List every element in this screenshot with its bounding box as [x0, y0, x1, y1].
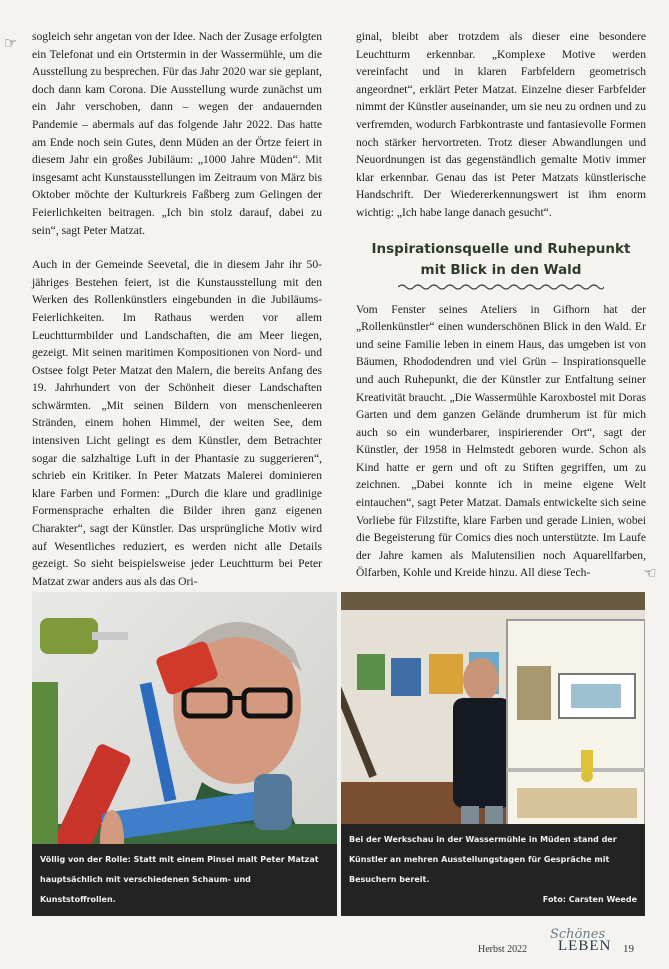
left-column: [32, 28, 322, 607]
caption-text-right: Bei der Werkschau in der Wassermühle in Müden stand der Künstler an mehren Ausstellungstagen für Gespräche mit Besuchern bereit.: [349, 835, 617, 884]
left-paragraph-2: Auch in der Gemeinde Seevetal, die in diesem Jahr ihr 50-jähriges Bestehen feiert, ist die Kunstausstellung mit den Werken des Rollenkünstlers eingebunden in die Jubiläums-Feierlichkeiten. Im Rathaus werden vor allem Leuchtturmbilder und Landschaften, die am Meer liegen, gezeigt. Mit seinen maritimen Kompositionen von Nord- und Ostsee folgt Peter Matzat den Malern, die bereits Anfang des 19. Jahrhundert von der Schönheit dieser Landschaften schwärmten. „Mit seinen Bildern von menschenleeren Stränden, einem hohen Himmel, der weiten See, dem intensiven Licht gelingt es dem Künstler, dem Betrachter sogar die salzhaltige Luft in der Phantasie zu suggerieren“, schrieb ein Kritiker. In Peter Matzats Malerei dominieren klare Farben und Formen: „Durch die klare und gradlinige Formensprache erhalten die Bilder ihren ganz eigenen Charakter“, sagt der Künstler. Das ursprüngliche Motiv wird auf Wesentliches reduziert, es werden nicht alle Details gezeigt. So sieht beispielsweise jeder Leuchtturm bei Peter Matzat zwar anders aus als das Ori-: [32, 258, 322, 588]
left-paragraph-1: sogleich sehr angetan von der Idee. Nach der Zusage erfolgten ein Telefonat und ein Ortstermin in der Wassermühle, um die Ausstellung zu besprechen. Für das Jahr 2020 war sie geplant, doch dann kam Corona. Die Ausstellung wurde zunächst um ein Jahr verschoben, dann – wegen der andauernden Pandemie – abermals auf das folgende Jahr 2022. Das hatte am Ende noch sein Gutes, denn Müden an der Örtze feiert in diesem Jahr ein großes Jubiläum: „1000 Jahre Müden“. Mit insgesamt acht Kunstausstellungen im Zeitraum von März bis Oktober möchte der Kulturkreis Faßberg zum Gelingen der Feierlichkeiten beitragen. „Ich bin stolz darauf, dabei zu sein“, sagt Peter Matzat.: [32, 30, 322, 237]
photo-caption-right: [341, 824, 645, 916]
pointing-hand-icon: ☞: [643, 564, 657, 582]
section-heading-line-2: mit Blick in den Wald: [420, 261, 582, 278]
magazine-logo: [550, 927, 620, 957]
magazine-logo-top: Schönes: [550, 927, 606, 942]
photo-exhibition-room: [341, 592, 645, 916]
caption-text-left: Völlig von der Rolle: Statt mit einem Pinsel malt Peter Matzat hauptsächlich mit verschiedenen Schaum- und Kunststoffrollen.: [40, 855, 319, 904]
section-heading: [356, 239, 646, 281]
right-paragraph-2: Vom Fenster seines Ateliers in Gifhorn hat der „Rollenkünstler“ einen wunderschönen Blick in den Wald. Er und seine Familie leben in einem Haus, das umgeben ist von Bäumen, Rhododendren und viel Grün – Inspirationsquelle und auch Ruhepunkt, die der Künstler zur Entfaltung seiner Kreativität braucht. „Die Wassermühle Karoxbostel mit Doras Garten und dem ganzen Gelände drumherum ist für mich auch so ein wunderbarer, inspirierender Ort“, sagt der Künstler, der 1958 in Helmstedt geboren wurde. Schon als Kind hatte er gern und oft zu Stiften gegriffen, um zu zeichnen. „Dabei konnte ich in meine eigene Welt eintauchen“, sagt Peter Matzat. Damals entwickelte sich seine Vorliebe für Filzstifte, klare Farben und gerade Linien, wobei die Begeisterung für Comics dies noch unterstützte. Im Laufe der Jahre kamen als Malutensilien noch Aquarellfarben, Ölfarben, Kohle und Kreide hinzu. All diese Tech-: [356, 302, 646, 580]
wavy-divider: [398, 283, 604, 291]
issue-season: Herbst 2022: [478, 944, 528, 955]
right-column: [356, 28, 646, 599]
photo-artist-with-rollers: [32, 592, 337, 916]
magazine-logo-bottom: LEBEN: [558, 938, 612, 954]
pointing-hand-icon: ☞: [4, 34, 18, 52]
page-number: 19: [623, 943, 634, 955]
photo-caption-left: [32, 844, 337, 916]
photo-credit: Foto: Carsten Weede: [542, 895, 637, 904]
right-paragraph-1: ginal, bleibt aber trotzdem als dieser eine besondere Leuchtturm erkennbar. „Komplexe Motive werden vereinfacht und in klaren Farbfeldern geometrisch angeordnet“, erklärt Peter Matzat. Einzelne dieser Farbfelder nimmt der Künstler auseinander, um sie neu zu ordnen und zu verfremden, wodurch Farbkontraste und fantasievolle Formen noch stärker hervortreten. Trotz dieser Abwandlungen und Neuordnungen ist das gegenständlich gemalte Motiv immer klar erkennbar. Genau das ist Peter Matzats künstlerische Handschrift. Der Wiedererkennungswert ist ihm enorm wichtig: „Ich habe lange danach gesucht“.: [356, 30, 646, 219]
section-heading-line-1: Inspirationsquelle und Ruhepunkt: [371, 240, 631, 257]
